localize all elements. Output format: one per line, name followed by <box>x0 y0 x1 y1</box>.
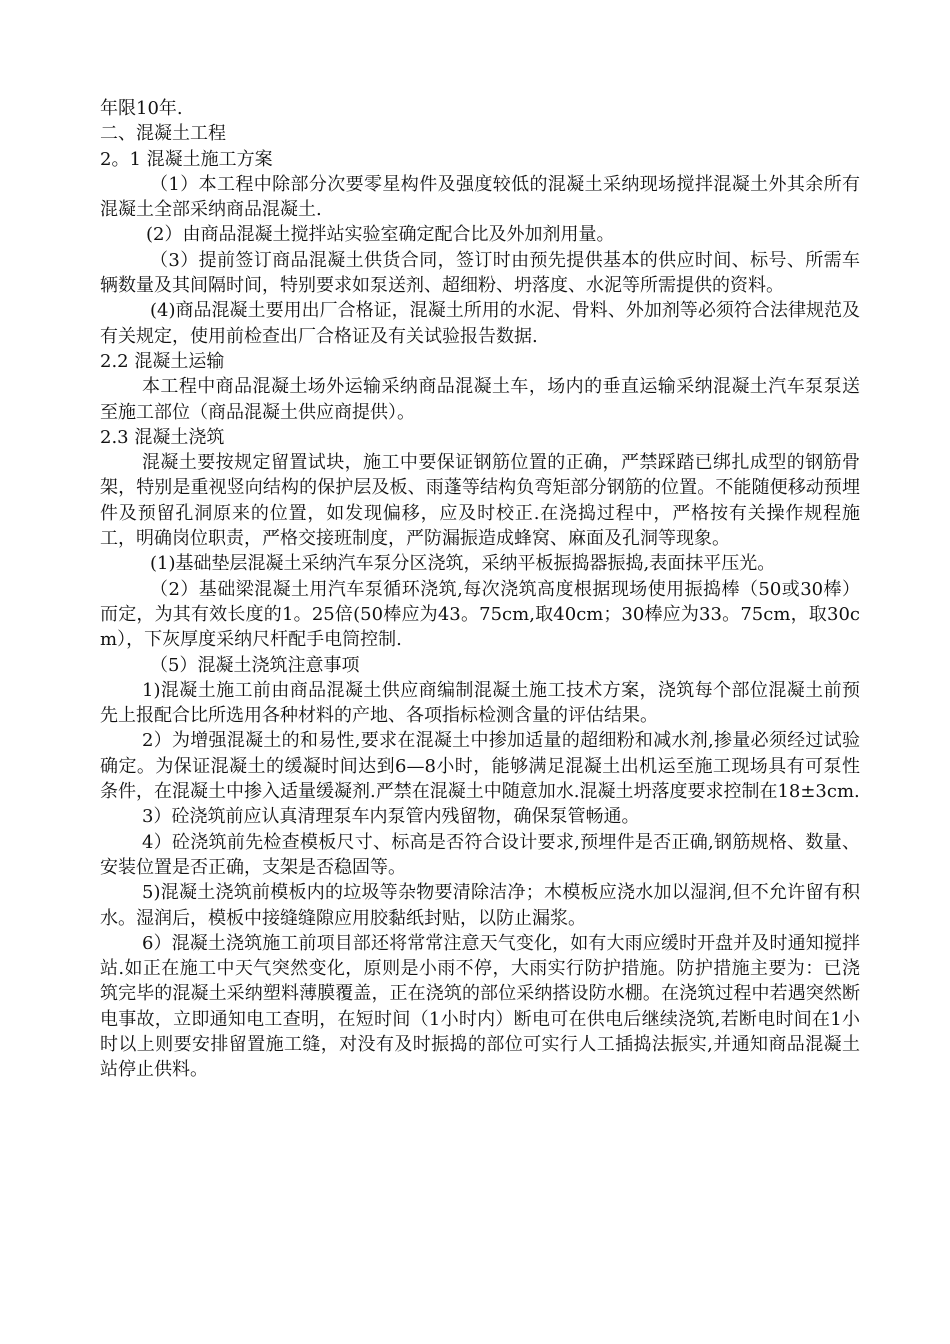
paragraph-2-3-item-1: (1)基础垫层混凝土采纳汽车泵分区浇筑，采纳平板振捣器振捣,表面抹平压光。 <box>150 553 776 575</box>
subsection-heading-2-3: 2.3 混凝土浇筑 <box>100 426 225 448</box>
note-item-6: 6）混凝土浇筑施工前项目部还将常常注意天气变化，如有大雨应缓时开盘并及时通知搅拌站.如正在施工中天气突然变化，原则是小雨不停，大雨实行防护措施。防护措施主要为：已浇筑完毕的混凝土采纳塑料薄膜覆盖，正在浇筑的部位采纳搭设防水棚。在浇筑过程中若遇突然断电事故，立即通知电工查明，在短时间（1小时内）断电可在供电后继续浇筑,若断电时间在1小时以上则要安排留置施工缝，对没有及时振捣的部位可实行人工插捣法振实,并通知商品混凝土站停止供料。 <box>100 932 860 1081</box>
paragraph-2-3-main: 混凝土要按规定留置试块，施工中要保证钢筋位置的正确，严禁踩踏已绑扎成型的钢筋骨架，特别是重视竖向结构的保护层及板、雨蓬等结构负弯矩部分钢筋的位置。不能随便移动预埋件及预留孔洞原来的位置，如发现偏移，应及时校正.在浇捣过程中，严格按有关操作规程施工，明确岗位职责，严格交接班制度，严防漏振造成蜂窝、麻面及孔洞等现象。 <box>100 452 860 550</box>
paragraph-2-1-item-2: (2）由商品混凝土搅拌站实验室确定配合比及外加剂用量。 <box>146 224 615 246</box>
note-item-2: 2）为增强混凝土的和易性,要求在混凝土中掺加适量的超细粉和减水剂,掺量必须经过试验确定。为保证混凝土的缓凝时间达到6—8小时，能够满足混凝土出机运至施工现场具有可泵性条件，在混凝土中掺入适量缓凝剂.严禁在混凝土中随意加水.混凝土坍落度要求控制在18±3cm. <box>100 730 860 803</box>
note-item-5: 5)混凝土浇筑前模板内的垃圾等杂物要清除洁净；木模板应浇水加以湿润,但不允许留有积水。湿润后，模板中接缝缝隙应用胶黏纸封贴，以防止漏浆。 <box>100 882 860 929</box>
intro-line: 年限10年. <box>100 98 183 119</box>
paragraph-2-3-item-5: （5）混凝土浇筑注意事项 <box>150 654 360 676</box>
note-item-3: 3）砼浇筑前应认真清理泵车内泵管内残留物，确保泵管畅通。 <box>142 806 640 828</box>
note-item-1: 1)混凝土施工前由商品混凝土供应商编制混凝土施工技术方案，浇筑每个部位混凝土前预先上报配合比所选用各种材料的产地、各项指标检测含量的评估结果。 <box>100 679 860 727</box>
paragraph-2-1-item-1: （1）本工程中除部分次要零星构件及强度较低的混凝土采纳现场搅拌混凝土外其余所有混凝土全部采纳商品混凝土. <box>100 173 860 221</box>
note-item-4: 4）砼浇筑前先检查模板尺寸、标高是否符合设计要求,预埋件是否正确,钢筋规格、数量、安装位置是否正确，支架是否稳固等。 <box>100 831 860 878</box>
paragraph-2-1-item-4: (4)商品混凝土要用出厂合格证，混凝土所用的水泥、骨料、外加剂等必须符合法律规范及有关规定，使用前检查出厂合格证及有关试验报告数据. <box>100 300 860 347</box>
subsection-heading-2-1: 2。1 混凝土施工方案 <box>100 148 273 170</box>
paragraph-2-1-item-3: （3）提前签订商品混凝土供货合同，签订时由预先提供基本的供应时间、标号、所需车辆数量及其间隔时间，特别要求如泵送剂、超细粉、坍落度、水泥等所需提供的资料。 <box>100 249 860 297</box>
paragraph-2-2: 本工程中商品混凝土场外运输采纳商品混凝土车，场内的垂直运输采纳混凝土汽车泵泵送至施工部位（商品混凝土供应商提供）。 <box>100 376 860 423</box>
subsection-heading-2-2: 2.2 混凝土运输 <box>100 350 225 372</box>
paragraph-2-3-item-2: （2）基础梁混凝土用汽车泵循环浇筑,每次浇筑高度根据现场使用振捣棒（50或30棒）而定，为其有效长度的1。25倍(50棒应为43。75cm,取40cm；30棒应为33。75cm，取30cm），下灰厚度采纳尺杆配手电筒控制. <box>100 578 860 651</box>
section-title: 二、混凝土工程 <box>100 123 226 145</box>
document-page <box>100 96 860 1083</box>
